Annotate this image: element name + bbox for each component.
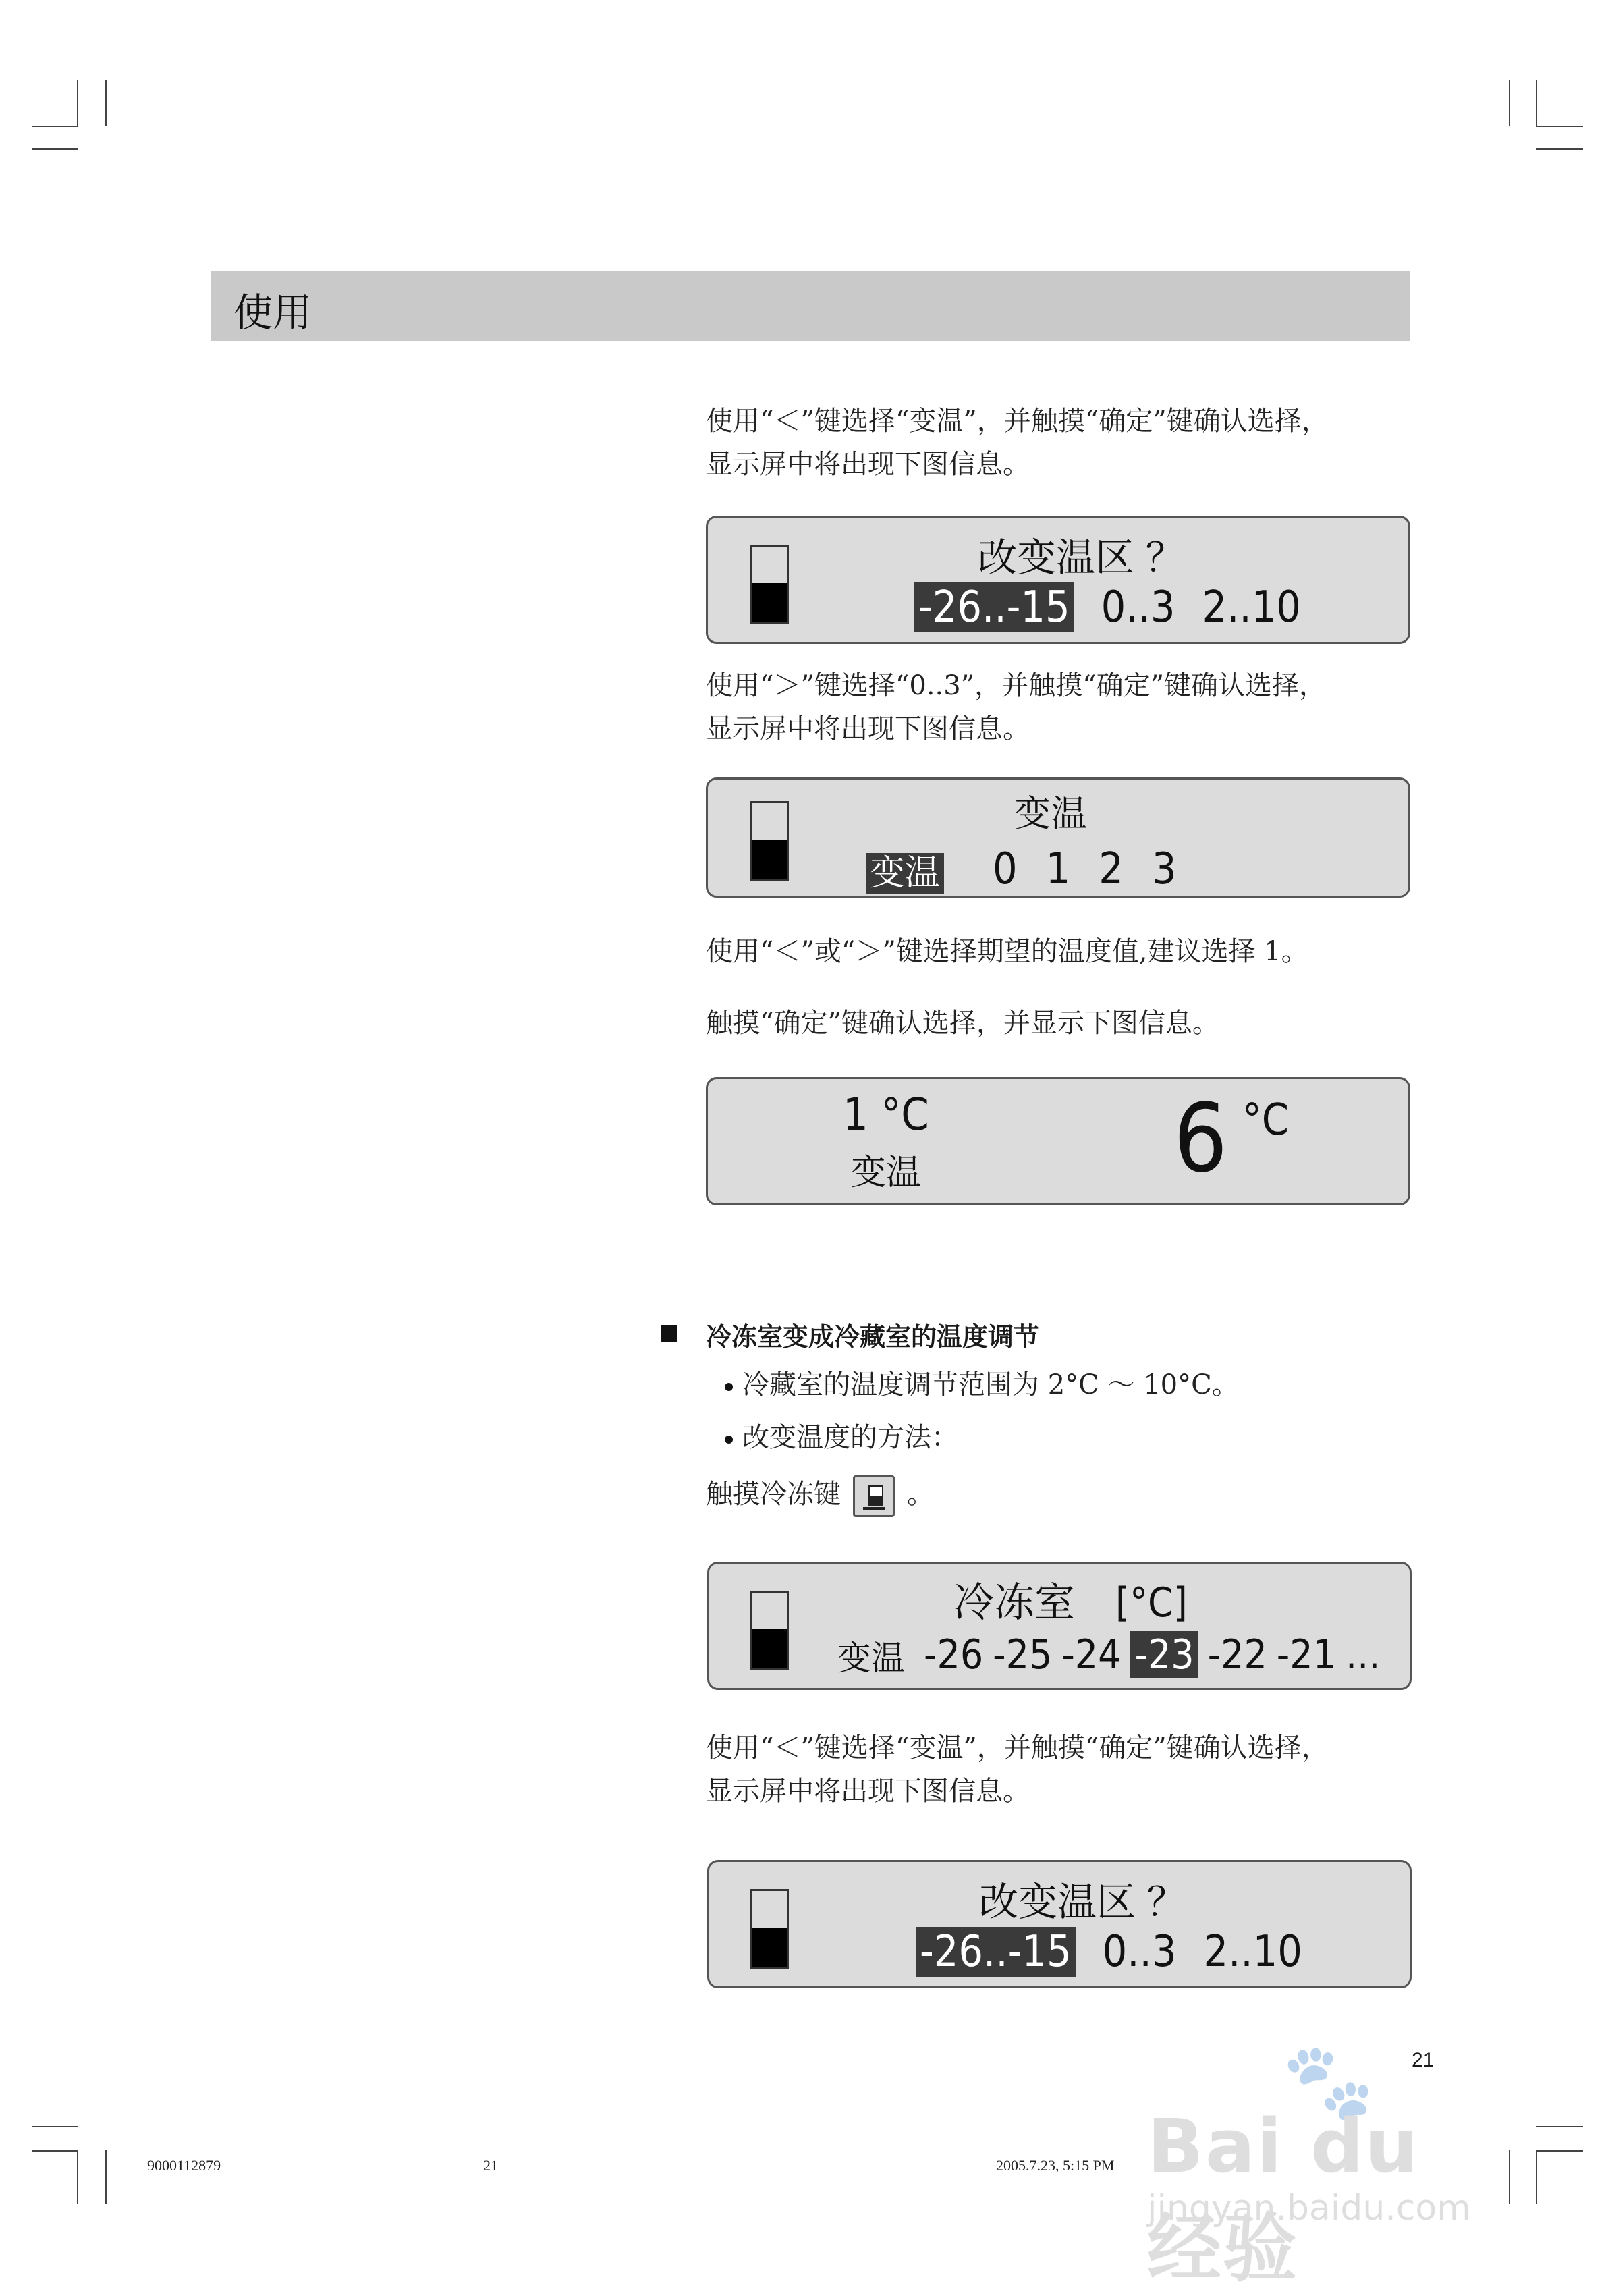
instruction-paragraph-5 (706, 1726, 1414, 1813)
crop-mark (77, 80, 78, 126)
instruction-paragraph-2 (706, 664, 1414, 750)
freezer-key-icon (853, 1475, 895, 1517)
crop-mark (32, 2150, 78, 2152)
lcd-title: 改变温区 ？ (979, 1879, 1186, 1925)
text-line: 显示屏中将出现下图信息。 (706, 449, 1030, 480)
bullet-item-1: 冷藏室的温度调节范围为 2°C ～ 10°C。 (725, 1363, 1433, 1406)
footer-page: 21 (483, 2157, 498, 2174)
compartment-gauge-icon (750, 545, 789, 624)
crop-mark (105, 2150, 107, 2204)
footer-doc-code: 9000112879 (147, 2157, 221, 2174)
lcd-title: 变温 (1014, 792, 1087, 835)
crop-mark (1536, 2150, 1537, 2204)
lcd-title: 改变温区 ？ (978, 535, 1185, 580)
instruction-paragraph-3 (706, 930, 1414, 973)
crop-mark (1536, 2126, 1583, 2127)
lcd-label: 变温 (837, 1639, 905, 1678)
section-heading: 冷冻室变成冷藏室的温度调节 (706, 1322, 1040, 1352)
text-line: 触摸“确定”键确认选择，并显示下图信息。 (706, 1008, 1219, 1039)
lcd-label: 变温 (866, 844, 944, 895)
crop-mark (32, 148, 78, 150)
square-bullet-icon (661, 1325, 677, 1342)
text-line: 显示屏中将出现下图信息。 (706, 713, 1030, 744)
instruction-paragraph-4 (706, 1002, 1414, 1045)
crop-mark (1536, 148, 1583, 150)
page-title: 使用 (233, 290, 312, 335)
crop-mark (1536, 80, 1537, 126)
text-line: 使用“＞”键选择“0..3”，并触摸“确定”键确认选择， (706, 670, 1327, 701)
instruction-paragraph-1 (706, 400, 1414, 486)
bullet-item-2: 改变温度的方法： (725, 1416, 1433, 1459)
dot-bullet-icon (725, 1436, 733, 1444)
lcd-display-change-zone-2 (707, 1860, 1412, 1988)
crop-mark (1536, 2150, 1583, 2152)
crop-mark (105, 80, 107, 126)
lcd-options (914, 582, 1328, 632)
text-line: 使用“＜”键选择“变温”，并触摸“确定”键确认选择， (706, 1732, 1329, 1764)
crop-mark (1509, 80, 1510, 126)
crop-mark (32, 2126, 78, 2127)
page-number: 21 (1412, 2049, 1435, 2071)
text-line: 使用“＜”或“＞”键选择期望的温度值,建议选择 1。 (706, 936, 1308, 967)
lcd-left-label: 变温 (851, 1153, 922, 1193)
paw-icon: 🐾 (1282, 2038, 1375, 2125)
lcd-right-value: 6 (1173, 1084, 1228, 1194)
compartment-gauge-icon (750, 1889, 789, 1969)
lcd-values: 0 1 2 3 (993, 844, 1177, 894)
option: 0..3 (1101, 582, 1175, 632)
option-selected: -26..-15 (914, 582, 1074, 632)
footer-date: 2005.7.23, 5:15 PM (996, 2157, 1115, 2174)
option: 2..10 (1203, 1927, 1302, 1977)
lcd-display-freezer (707, 1562, 1412, 1690)
dot-bullet-icon (725, 1383, 733, 1391)
baidu-watermark (1134, 2038, 1512, 2292)
value-selected: -23 (1130, 1631, 1198, 1678)
touch-freezer-key-line: 触摸冷冻键 。 (706, 1473, 1414, 1517)
text-line: 显示屏中将出现下图信息。 (706, 1776, 1030, 1807)
option: 2..10 (1202, 582, 1301, 632)
lcd-title: 冷冻室 [°C] (953, 1579, 1188, 1627)
option: 0..3 (1102, 1927, 1177, 1977)
crop-mark (32, 126, 78, 127)
lcd-values: -26 -25 -24 -23 -22 -21 ... (924, 1631, 1381, 1678)
section-header-bar (211, 271, 1410, 341)
lcd-right-unit: °C (1242, 1095, 1289, 1145)
lcd-display-variable-temp (706, 777, 1410, 898)
watermark-url: jingyan.baidu.com (1147, 2188, 1471, 2229)
compartment-gauge-icon (750, 1591, 789, 1670)
crop-mark (1536, 126, 1583, 127)
watermark-brand: Bai du 经验 (1147, 2103, 1420, 2292)
text-line: 使用“＜”键选择“变温”，并触摸“确定”键确认选择， (706, 406, 1329, 437)
lcd-left-temp: 1 °C (843, 1089, 929, 1141)
option-selected: -26..-15 (916, 1927, 1076, 1977)
crop-mark (77, 2150, 78, 2204)
compartment-gauge-icon (750, 801, 789, 881)
lcd-display-change-zone (706, 516, 1410, 644)
lcd-display-temperature (706, 1077, 1410, 1205)
lcd-options (916, 1927, 1329, 1977)
